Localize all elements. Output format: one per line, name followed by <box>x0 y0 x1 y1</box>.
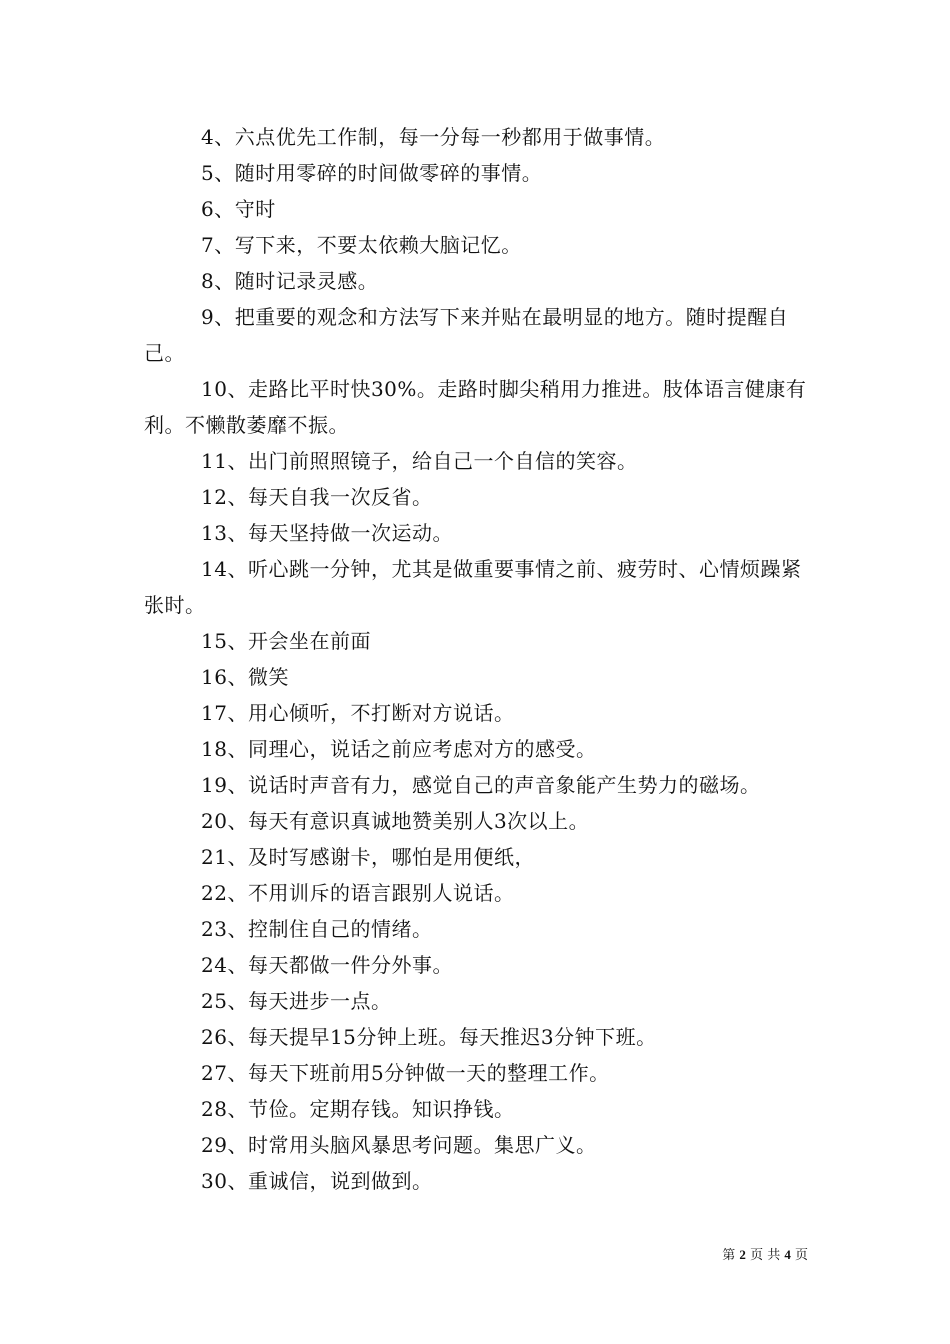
list-item: 16、微笑 <box>201 665 289 689</box>
list-item: 29、时常用头脑风暴思考问题。集思广义。 <box>201 1133 597 1157</box>
page-number-footer <box>700 1246 808 1265</box>
footer-prefix: 第 <box>722 1248 736 1263</box>
list-item: 15、开会坐在前面 <box>201 629 371 653</box>
list-item: 19、说话时声音有力，感觉自己的声音象能产生势力的磁场。 <box>201 773 761 797</box>
list-item: 17、用心倾听，不打断对方说话。 <box>201 701 515 725</box>
list-item: 24、每天都做一件分外事。 <box>201 953 453 977</box>
list-item: 25、每天进步一点。 <box>201 989 392 1013</box>
list-item: 9、把重要的观念和方法写下来并贴在最明显的地方。随时提醒自己。 <box>144 305 789 365</box>
list-item: 11、出门前照照镜子，给自己一个自信的笑容。 <box>201 449 638 473</box>
list-item: 12、每天自我一次反省。 <box>201 485 433 509</box>
list-item: 18、同理心，说话之前应考虑对方的感受。 <box>201 737 597 761</box>
list-item: 4、六点优先工作制，每一分每一秒都用于做事情。 <box>201 125 666 149</box>
list-item: 13、每天坚持做一次运动。 <box>201 521 453 545</box>
list-item: 14、听心跳一分钟，尤其是做重要事情之前、疲劳时、心情烦躁紧张时。 <box>144 557 802 617</box>
list-item: 27、每天下班前用5分钟做一天的整理工作。 <box>201 1061 610 1085</box>
total-page-number: 4 <box>784 1247 791 1262</box>
list-item: 28、节俭。定期存钱。知识挣钱。 <box>201 1097 515 1121</box>
list-item: 30、重诚信，说到做到。 <box>201 1169 433 1193</box>
list-item: 22、不用训斥的语言跟别人说话。 <box>201 881 515 905</box>
current-page-number: 2 <box>739 1247 746 1262</box>
list-item: 21、及时写感谢卡，哪怕是用便纸， <box>201 845 535 869</box>
list-item: 23、控制住自己的情绪。 <box>201 917 433 941</box>
footer-suffix: 页 <box>794 1248 808 1263</box>
list-item: 5、随时用零碎的时间做零碎的事情。 <box>201 161 543 185</box>
list-item: 8、随时记录灵感。 <box>201 269 379 293</box>
list-item: 20、每天有意识真诚地赞美别人3次以上。 <box>201 809 590 833</box>
document-body <box>144 119 808 1199</box>
footer-middle: 页 共 <box>750 1248 781 1263</box>
list-item: 7、写下来，不要太依赖大脑记忆。 <box>201 233 522 257</box>
list-item: 10、走路比平时快30%。走路时脚尖稍用力推进。肢体语言健康有利。不懒散萎靡不振。 <box>144 377 807 437</box>
list-item: 26、每天提早15分钟上班。每天推迟3分钟下班。 <box>201 1025 657 1049</box>
list-item: 6、守时 <box>201 197 276 221</box>
